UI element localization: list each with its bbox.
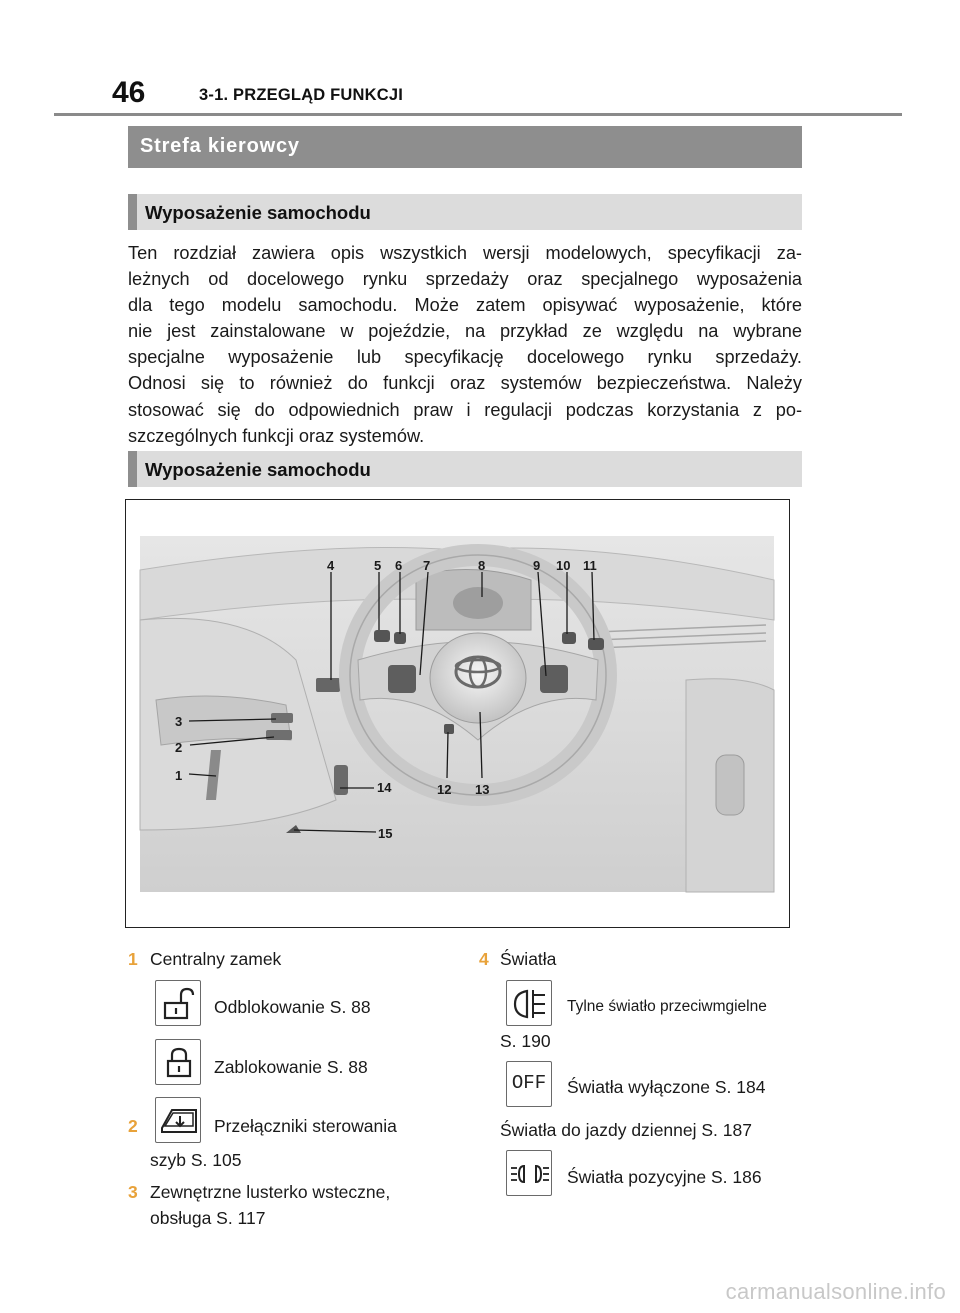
cockpit-figure: [125, 499, 790, 928]
item-1-number: 1: [128, 949, 138, 969]
paragraph-line: nie jest zainstalowane w pojeździe, na przykład ze względu na wybrane: [128, 321, 802, 342]
callout-5: 5: [374, 558, 382, 573]
chapter-title: 3-1. PRZEGLĄD FUNKCJI: [199, 86, 404, 104]
paragraph-line: szczególnych funkcji oraz systemów.: [128, 425, 425, 446]
unlock-text: Odblokowanie S. 88: [214, 997, 371, 1017]
callout-12: 12: [437, 782, 452, 797]
callout-13: 13: [475, 782, 490, 797]
watermark: carmanualsonline.info: [725, 1279, 946, 1304]
callout-4: 4: [327, 558, 335, 573]
item-2-label: Przełączniki sterowania: [214, 1116, 397, 1136]
rear-fog-light-icon: [506, 980, 552, 1026]
callout-14: 14: [377, 780, 392, 795]
intro-paragraph: [128, 240, 802, 449]
item-4-number: 4: [479, 949, 489, 969]
item-3-label: Zewnętrzne lusterko wsteczne,: [150, 1182, 391, 1202]
callout-6: 6: [395, 558, 403, 573]
callout-9: 9: [533, 558, 541, 573]
window-switch-icon: [155, 1097, 201, 1143]
callout-1: 1: [175, 768, 183, 783]
section-title-bar: [128, 126, 802, 168]
parking-light-icon: [506, 1150, 552, 1196]
callout-3: 3: [175, 714, 183, 729]
header-divider: [54, 113, 902, 116]
fog-text: Tylne światło przeciwmgielne: [567, 998, 767, 1015]
off-text: Światła wyłączone S. 184: [567, 1077, 766, 1097]
callout-2: 2: [175, 740, 183, 755]
paragraph-line: leżnych od docelowego rynku sprzedaży oraz specjalnego wyposażenia: [128, 269, 802, 290]
lock-text: Zablokowanie S. 88: [214, 1057, 368, 1077]
item-3-number: 3: [128, 1182, 138, 1202]
item-4-label: Światła: [500, 949, 557, 969]
item-2-number: 2: [128, 1116, 138, 1136]
item-3-label-cont: obsługa S. 117: [150, 1208, 266, 1228]
lock-icon: [155, 1039, 201, 1085]
paragraph-line: Ten rozdział zawiera opis wszystkich wersji modelowych, specyfikacji za-: [128, 243, 802, 263]
parking-text: Światła pozycyjne S. 186: [567, 1167, 762, 1187]
callout-10: 10: [556, 558, 571, 573]
cockpit-illustration: [126, 500, 788, 926]
paragraph-line: Odnosi się to również do funkcji oraz systemów bezpieczeństwa. Należy: [128, 373, 802, 394]
item-1-label: Centralny zamek: [150, 949, 282, 969]
page-number: 46: [112, 76, 146, 109]
item-2-label-cont: szyb S. 105: [150, 1150, 242, 1170]
callout-15: 15: [378, 826, 393, 841]
subsection-title-2: Wyposażenie samochodu: [145, 459, 371, 480]
unlock-icon: [155, 980, 201, 1026]
callout-11: 11: [583, 558, 597, 573]
subsection-title-1: Wyposażenie samochodu: [145, 202, 371, 223]
off-icon: [506, 1061, 552, 1107]
paragraph-line: stosować się do odpowiednich praw i regulacji podczas korzystania z po-: [128, 399, 802, 420]
subsection-bar-1: [128, 194, 802, 230]
section-title: Strefa kierowcy: [140, 135, 300, 157]
paragraph-line: dla tego modelu samochodu. Może zatem opisywać wyposażenie, które: [128, 295, 802, 316]
off-icon-label: OFF: [511, 1072, 547, 1094]
drl-text: Światła do jazdy dziennej S. 187: [500, 1120, 752, 1140]
callout-8: 8: [478, 558, 486, 573]
callout-7: 7: [423, 558, 431, 573]
subsection-bar-2: [128, 451, 802, 487]
fog-text-cont: S. 190: [500, 1031, 551, 1051]
paragraph-line: specjalne wyposażenie lub specyfikację docelowego rynku sprzedaży.: [128, 347, 802, 368]
